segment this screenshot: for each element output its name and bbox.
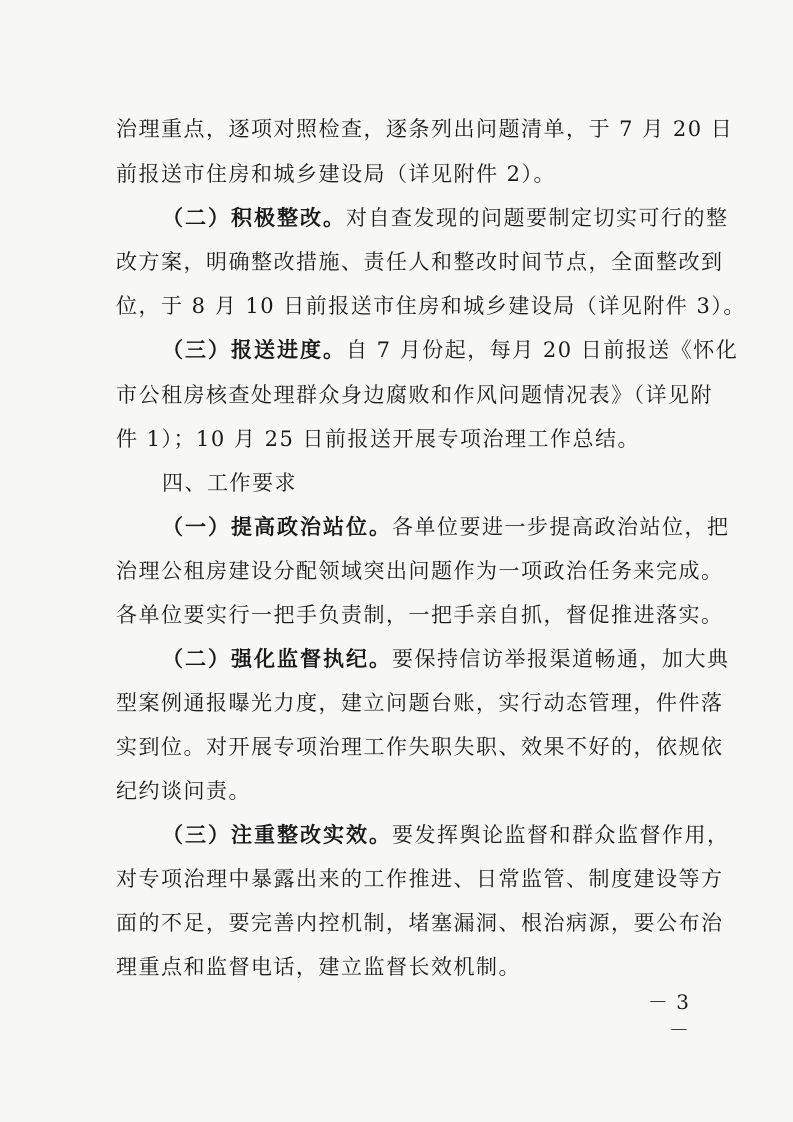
text-line: 各单位要实行一把手负责制，一把手亲自抓，督促推进落实。 xyxy=(116,603,724,627)
paragraph-lead: （二）强化监督执纪。 xyxy=(162,647,392,671)
text-line: 实到位。对开展专项治理工作失职失职、效果不好的，依规依 xyxy=(116,735,724,759)
text-line: 要发挥舆论监督和群众监督作用， xyxy=(392,823,730,847)
section-heading: 四、工作要求 xyxy=(162,471,297,495)
paragraph-lead: （三）报送进度。 xyxy=(162,338,346,362)
text-line: 纪约谈问责。 xyxy=(116,779,251,803)
text-line: 各单位要进一步提高政治站位，把 xyxy=(392,515,730,539)
text-line: 面的不足，要完善内控机制，堵塞漏洞、根治病源，要公布治 xyxy=(116,911,724,935)
text-line: 改方案，明确整改措施、责任人和整改时间节点，全面整改到 xyxy=(116,250,724,274)
text-line: 市公租房核查处理群众身边腐败和作风问题情况表》（详见附 xyxy=(116,383,713,407)
text-line: 要保持信访举报渠道畅通，加大典 xyxy=(392,647,730,671)
paragraph-supervision-discipline xyxy=(162,641,730,677)
text-line: 治理重点，逐项对照检查，逐条列出问题清单，于 7 月 20 日 xyxy=(116,117,734,141)
text-line: 治理公租房建设分配领域突出问题作为一项政治任务来完成。 xyxy=(116,559,724,583)
page-number: － 3 － xyxy=(647,990,690,1042)
text-line: 自 7 月份起，每月 20 日前报送《怀化 xyxy=(346,338,739,362)
paragraph-lead: （三）注重整改实效。 xyxy=(162,823,392,847)
paragraph-lead: （二）积极整改。 xyxy=(162,206,346,230)
paragraph-report-progress xyxy=(162,332,739,368)
text-line: 型案例通报曝光力度，建立问题台账，实行动态管理，件件落 xyxy=(116,691,724,715)
paragraph-positive-rectification xyxy=(162,200,729,236)
paragraph-political-standing xyxy=(162,509,730,545)
text-line: 对自查发现的问题要制定切实可行的整 xyxy=(346,206,729,230)
paragraph-lead: （一）提高政治站位。 xyxy=(162,515,392,539)
text-line: 对专项治理中暴露出来的工作推进、日常监管、制度建设等方 xyxy=(116,867,724,891)
text-line: 前报送市住房和城乡建设局（详见附件 2）。 xyxy=(116,162,557,186)
paragraph-rectification-effect xyxy=(162,817,730,853)
text-line: 位，于 8 月 10 日前报送市住房和城乡建设局（详见附件 3）。 xyxy=(116,294,746,318)
text-line: 理重点和监督电话，建立监督长效机制。 xyxy=(116,955,521,979)
text-line: 件 1）；10 月 25 日前报送开展专项治理工作总结。 xyxy=(116,427,641,451)
